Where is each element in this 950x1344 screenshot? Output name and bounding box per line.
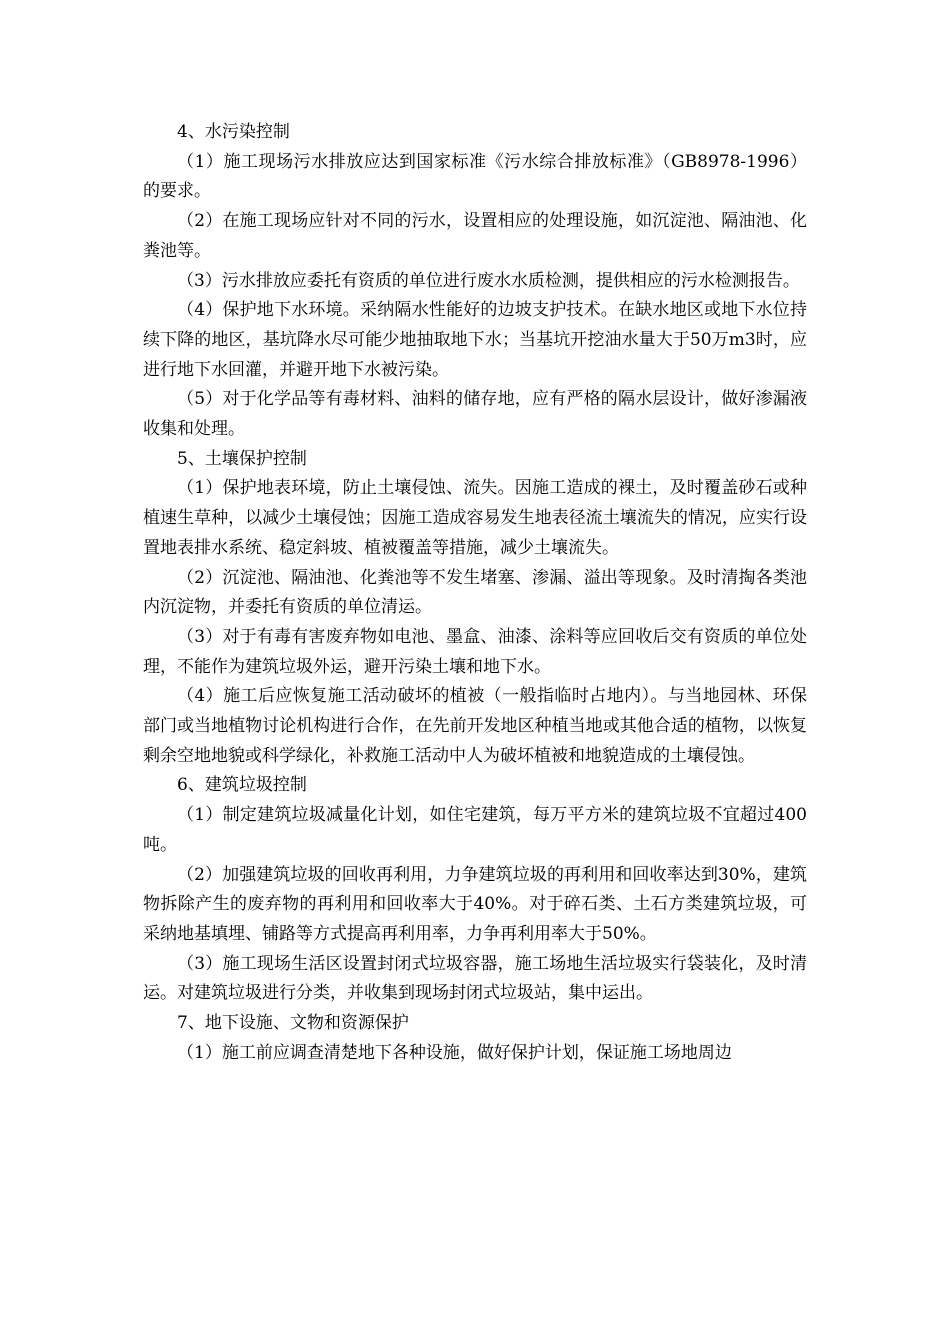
section-heading-underground-facilities: 7、地下设施、文物和资源保护: [177, 1013, 409, 1034]
paragraph: （5）对于化学品等有毒材料、油料的储存地，应有严格的隔水层设计，做好渗漏液收集和处理。: [143, 389, 807, 440]
paragraph: （2）在施工现场应针对不同的污水，设置相应的处理设施，如沉淀池、隔油池、化粪池等。: [143, 211, 807, 261]
document-body: [143, 118, 807, 1069]
paragraph: （4）施工后应恢复施工活动破坏的植被（一般指临时占地内）。与当地园林、环保部门或当地植物讨论机构进行合作，在先前开发地区种植当地或其他合适的植物，以恢复剩余空地地貌或科学绿化，补救施工活动中人为破坏植被和地貌造成的土壤侵蚀。: [143, 686, 807, 766]
paragraph: （1）制定建筑垃圾减量化计划，如住宅建筑，每万平方米的建筑垃圾不宜超过400吨。: [143, 805, 807, 855]
paragraph: （2）加强建筑垃圾的回收再利用，力争建筑垃圾的再利用和回收率达到30%，建筑物拆除产生的废弃物的再利用和回收率大于40%。对于碎石类、土石方类建筑垃圾，可采纳地基填埋、铺路等方式提高再利用率，力争再利用率大于50%。: [143, 864, 807, 944]
paragraph: （1）施工现场污水排放应达到国家标准《污水综合排放标准》（GB8978-1996）的要求。: [143, 151, 807, 202]
paragraph: （1）施工前应调查清楚地下各种设施，做好保护计划，保证施工场地周边: [177, 1042, 732, 1063]
paragraph: （2）沉淀池、隔油池、化粪池等不发生堵塞、渗漏、溢出等现象。及时清掏各类池内沉淀物，并委托有资质的单位清运。: [143, 567, 807, 618]
section-heading-soil-protection: 5、土壤保护控制: [177, 448, 307, 469]
paragraph: （4）保护地下水环境。采纳隔水性能好的边坡支护技术。在缺水地区或地下水位持续下降的地区，基坑降水尽可能少地抽取地下水；当基坑开挖油水量大于50万m3时，应进行地下水回灌，并避开地下水被污染。: [143, 300, 807, 380]
section-heading-construction-waste: 6、建筑垃圾控制: [177, 775, 307, 796]
paragraph: （3）对于有毒有害废弃物如电池、墨盒、油漆、涂料等应回收后交有资质的单位处理，不能作为建筑垃圾外运，避开污染土壤和地下水。: [143, 626, 807, 677]
paragraph: （3）污水排放应委托有资质的单位进行废水水质检测，提供相应的污水检测报告。: [177, 270, 800, 291]
paragraph: （1）保护地表环境，防止土壤侵蚀、流失。因施工造成的裸土，及时覆盖砂石或种植速生草种，以减少土壤侵蚀；因施工造成容易发生地表径流土壤流失的情况，应实行设置地表排水系统、稳定斜坡、植被覆盖等措施，减少土壤流失。: [143, 478, 807, 558]
paragraph: （3）施工现场生活区设置封闭式垃圾容器，施工场地生活垃圾实行袋装化，及时清运。对建筑垃圾进行分类，并收集到现场封闭式垃圾站，集中运出。: [143, 953, 807, 1004]
section-heading-water-pollution: 4、水污染控制: [177, 122, 290, 142]
